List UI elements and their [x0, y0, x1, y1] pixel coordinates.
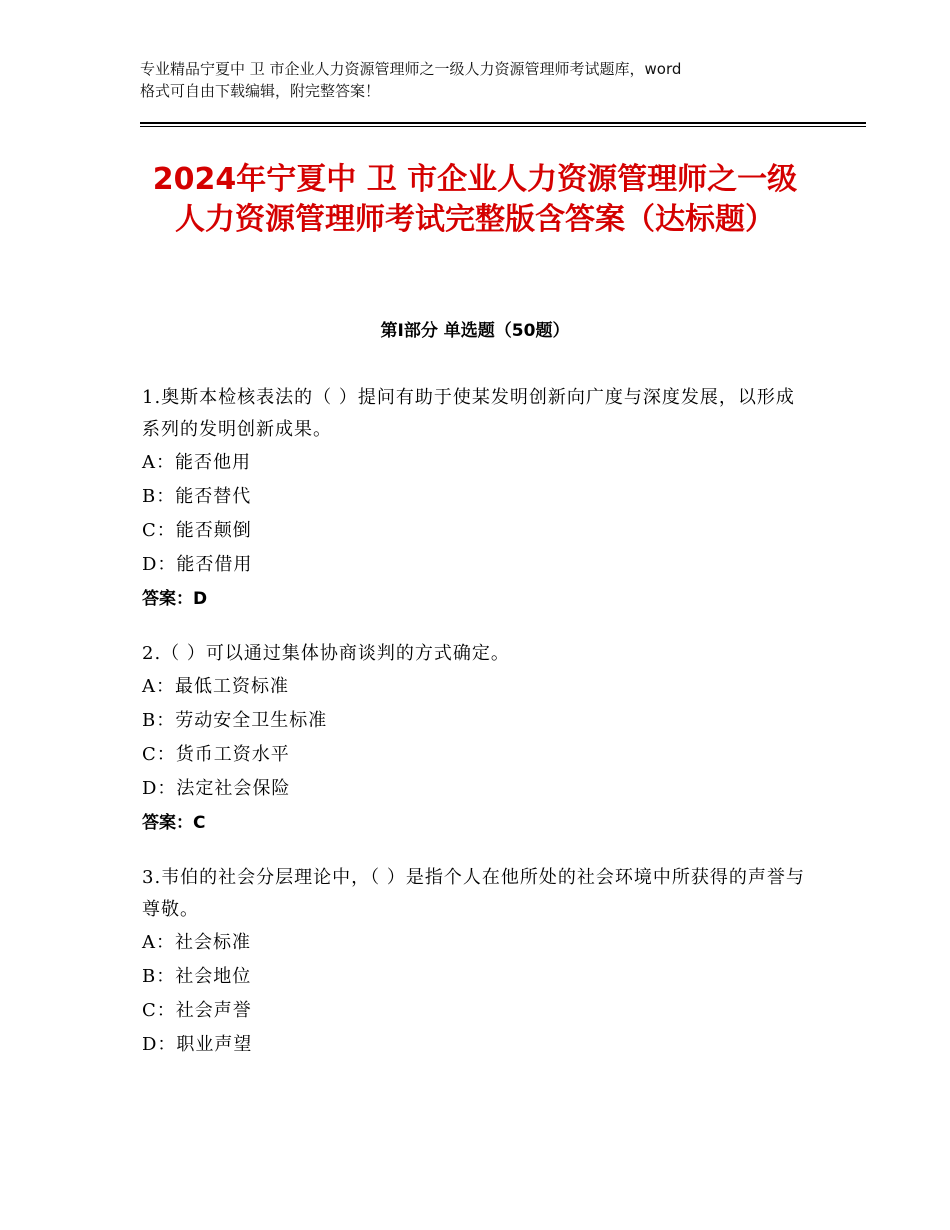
option-a: A：最低工资标准 [142, 676, 289, 697]
question-2 [142, 638, 810, 840]
header-line-2: 格式可自由下载编辑，附完整答案！ [140, 82, 381, 100]
header-rule-thick [140, 122, 866, 124]
answer: 答案：D [142, 589, 208, 609]
option-b: B：劳动安全卫生标准 [142, 710, 328, 731]
question-stem: 2.（ ）可以通过集体协商谈判的方式确定。 [142, 643, 510, 664]
page-header [140, 58, 820, 102]
option-b: B：社会地位 [142, 966, 252, 987]
answer: 答案：C [142, 813, 206, 833]
option-c: C：货币工资水平 [142, 744, 290, 765]
option-b: B：能否替代 [142, 486, 252, 507]
option-a: A：能否他用 [142, 452, 251, 473]
option-d: D：法定社会保险 [142, 778, 291, 799]
option-c: C：社会声誉 [142, 1000, 252, 1021]
header-line-1: 专业精品宁夏中 卫 市企业人力资源管理师之一级人力资源管理师考试题库，word [140, 60, 682, 78]
section-heading: 第Ⅰ部分 单选题（50题） [380, 321, 570, 341]
question-list [142, 382, 810, 1084]
question-stem: 3.韦伯的社会分层理论中，（ ）是指个人在他所处的社会环境中所获得的声誉与尊敬。 [142, 867, 805, 920]
question-1 [142, 382, 810, 616]
option-d: D：职业声望 [142, 1034, 253, 1055]
option-a: A：社会标准 [142, 932, 251, 953]
document-title: 2024年宁夏中 卫 市企业人力资源管理师之一级人力资源管理师考试完整版含答案（达标题） [152, 162, 798, 237]
question-stem: 1.奥斯本检核表法的（ ）提问有助于使某发明创新向广度与深度发展，以形成系列的发明创新成果。 [142, 387, 795, 440]
option-c: C：能否颠倒 [142, 520, 252, 541]
option-d: D：能否借用 [142, 554, 253, 575]
question-3 [142, 862, 810, 1062]
header-rule-thin [140, 126, 866, 127]
